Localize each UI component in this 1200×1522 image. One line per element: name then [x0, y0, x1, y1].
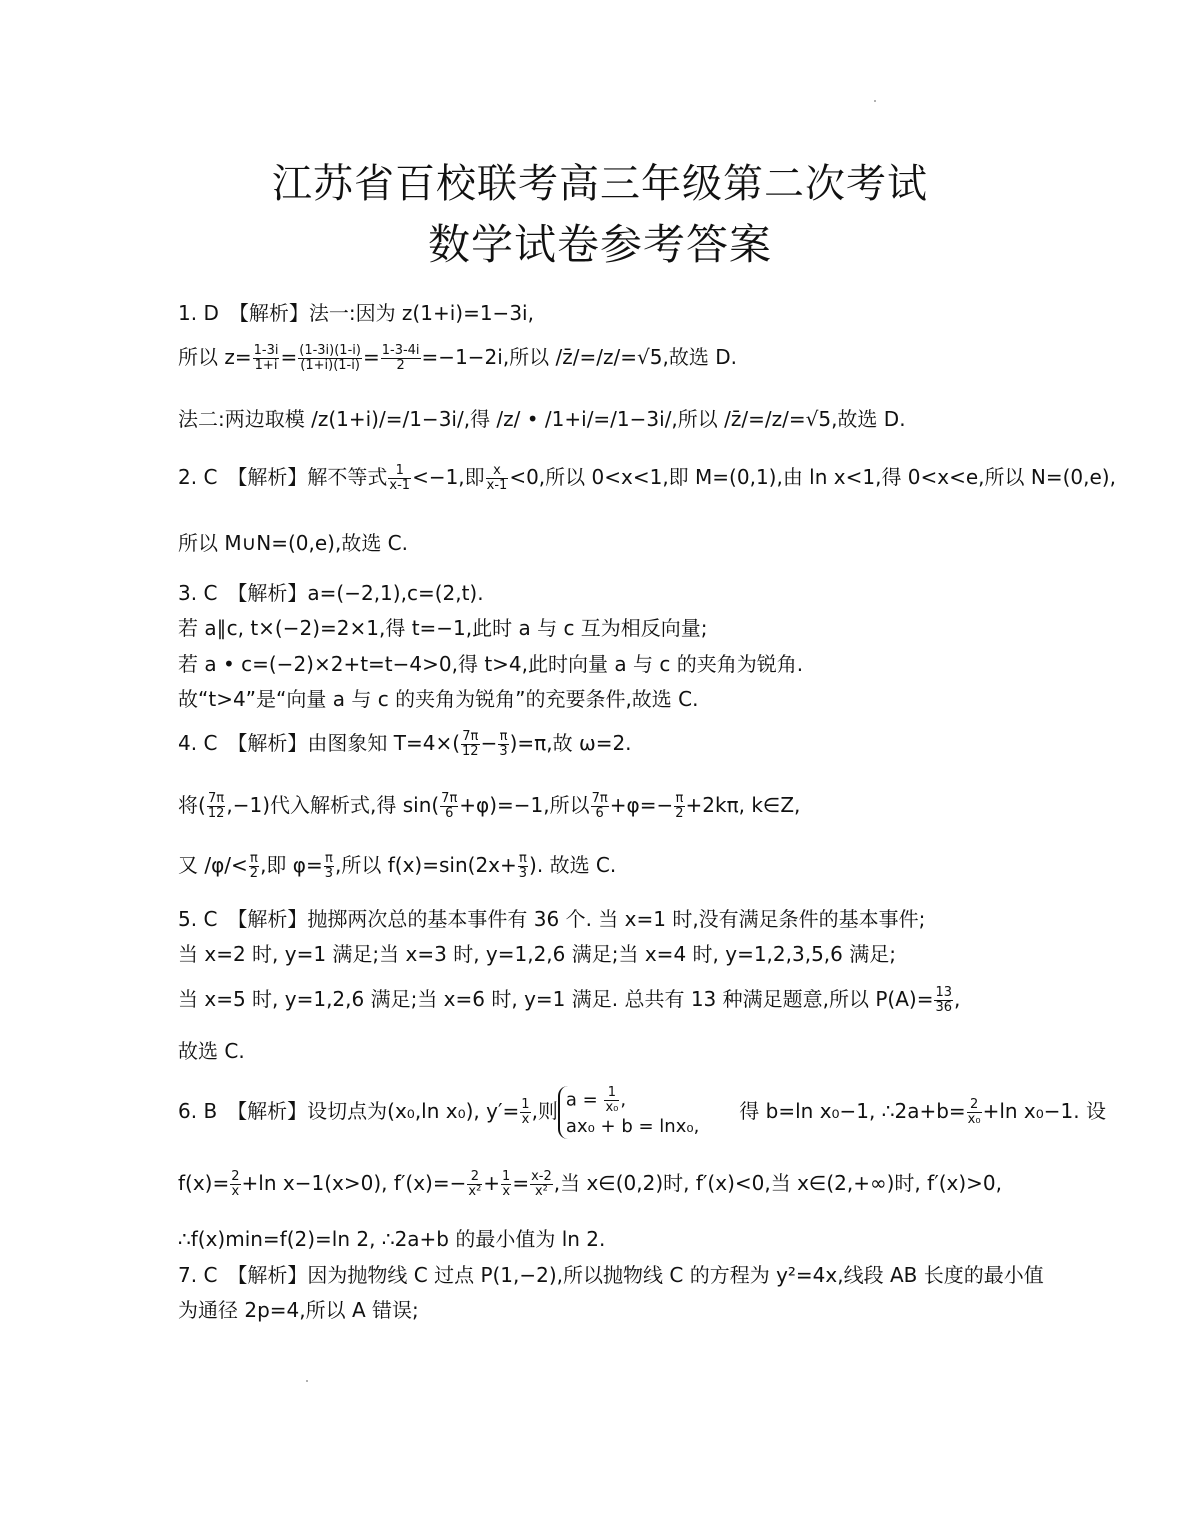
q6-text: 6. B 【解析】设切点为(x₀,ln x₀), y′= [178, 1099, 520, 1123]
fraction [486, 464, 509, 493]
fraction [440, 792, 458, 821]
numerator: π [324, 851, 333, 866]
fraction [230, 1170, 240, 1199]
denominator: x-1 [389, 478, 411, 493]
fraction [604, 1086, 619, 1115]
denominator: 2 [396, 358, 405, 373]
fraction [381, 344, 421, 373]
system-text: a = [565, 1089, 604, 1111]
q1-text: 所以 z= [178, 345, 252, 369]
q4-line1 [178, 730, 632, 759]
numerator: 2 [967, 1098, 982, 1113]
numerator: π [250, 851, 258, 866]
q6-text: +ln x₀−1. 设 [982, 1099, 1106, 1123]
fraction [967, 1098, 982, 1127]
q4-line2 [178, 792, 800, 821]
denominator: 12 [207, 806, 225, 821]
numerator: 7π [591, 791, 608, 806]
fraction [461, 730, 480, 759]
q5-line1: 5. C 【解析】抛掷两次总的基本事件有 36 个. 当 x=1 时,没有满足条件的基本事件; [178, 907, 926, 931]
q1-line1: 1. D 【解析】法一:因为 z(1+i)=1−3i, [178, 301, 534, 325]
q5-text: 当 x=5 时, y=1,2,6 满足;当 x=6 时, y=1 满足. 总共有 13 种满足题意,所以 P(A)= [178, 987, 934, 1011]
denominator: 12 [462, 744, 479, 759]
q4-text: ,−1)代入解析式,得 sin( [226, 793, 440, 817]
numerator: 2 [467, 1170, 482, 1185]
q6-text: = [512, 1171, 530, 1195]
numerator: 1 [388, 464, 411, 479]
denominator: 6 [445, 806, 454, 821]
numerator: x-2 [531, 1169, 552, 1184]
fraction [518, 852, 528, 881]
denominator: x² [534, 1184, 548, 1199]
page-title-line1: 江苏省百校联考高三年级第二次考试 [272, 161, 928, 207]
denominator: 2 [249, 866, 259, 881]
fraction [934, 986, 953, 1015]
q2-line2: 所以 M∪N=(0,e),故选 C. [178, 531, 408, 555]
fraction [298, 344, 362, 373]
q6-line1 [178, 1086, 1106, 1139]
denominator: 3 [518, 866, 528, 881]
fraction [324, 852, 334, 881]
q4-text: )=π,故 ω=2. [509, 731, 632, 755]
q4-text: +2kπ, k∈Z, [685, 793, 801, 817]
numerator: 7π [441, 791, 458, 806]
fraction [249, 852, 259, 881]
system-row2: ax₀ + b = lnx₀, [565, 1116, 700, 1137]
speck-dot [306, 1380, 308, 1382]
page-title-line2: 数学试卷参考答案 [427, 220, 772, 269]
speck-dot [874, 100, 876, 102]
numerator: π [518, 851, 527, 866]
q1-text: =−1−2i,所以 /z̄/=/z/=√5,故选 D. [421, 345, 737, 369]
fraction [674, 792, 684, 821]
q3-line1: 3. C 【解析】a=(−2,1),c=(2,t). [178, 581, 484, 605]
q2-text: 2. C 【解析】解不等式 [178, 465, 388, 489]
q2-text: <−1,即 [412, 465, 485, 489]
q3-line3: 若 a • c=(−2)×2+t=t−4>0,得 t>4,此时向量 a 与 c 的夹角为锐角. [178, 652, 804, 676]
numerator: 1 [521, 1097, 530, 1112]
equation-system [558, 1086, 699, 1139]
system-text: , [620, 1089, 627, 1111]
q7-line1: 7. C 【解析】因为抛物线 C 过点 P(1,−2),所以抛物线 C 的方程为 y²=4x,线段 AB 长度的最小值 [178, 1263, 1044, 1287]
fraction [530, 1170, 553, 1199]
numerator: 13 [935, 985, 952, 1000]
numerator: 2 [231, 1169, 240, 1184]
numerator: 1 [502, 1169, 511, 1184]
denominator: x² [468, 1184, 482, 1199]
q3-line2: 若 a∥c, t×(−2)=2×1,得 t=−1,此时 a 与 c 互为相反向量; [178, 616, 708, 640]
q4-text: ,即 φ= [260, 853, 323, 877]
q6-text: ,则 [531, 1099, 558, 1123]
q6-text: +ln x−1(x>0), f′(x)=− [241, 1171, 467, 1195]
denominator: 36 [935, 1000, 952, 1015]
numerator: 1-3i [253, 343, 279, 358]
q4-text: − [480, 731, 498, 755]
denominator: x₀ [605, 1100, 619, 1115]
q5-line3 [178, 986, 960, 1015]
q6-text: ,当 x∈(0,2)时, f′(x)<0,当 x∈(2,+∞)时, f′(x)>0, [553, 1171, 1003, 1195]
numerator: 1-3-4i [381, 343, 420, 358]
denominator: 2 [675, 806, 684, 821]
q1-line3: 法二:两边取模 /z(1+i)/=/1−3i/,得 /z/ • /1+i/=/1−3i/,所以 /z̄/=/z/=√5,故选 D. [178, 407, 906, 431]
q4-text: 将( [178, 793, 206, 817]
fraction [253, 344, 280, 373]
denominator: 3 [324, 866, 334, 881]
denominator: 3 [499, 744, 508, 759]
q4-text: 4. C 【解析】由图象知 T=4×( [178, 731, 461, 755]
q4-text: ,所以 f(x)=sin(2x+ [335, 853, 517, 877]
q4-text: +φ=− [609, 793, 674, 817]
q4-text: 又 /φ/< [178, 853, 248, 877]
q6-line2 [178, 1170, 1002, 1199]
numerator: 1 [604, 1086, 619, 1101]
fraction [207, 792, 226, 821]
denominator: (1+i)(1-i) [300, 358, 360, 373]
q3-line4: 故“t>4”是“向量 a 与 c 的夹角为锐角”的充要条件,故选 C. [178, 687, 699, 711]
q7-line2: 为通径 2p=4,所以 A 错误; [178, 1298, 419, 1322]
system-row1 [566, 1086, 699, 1115]
q4-text: +φ)=−1,所以 [459, 793, 590, 817]
denominator: x-1 [486, 478, 508, 493]
q2-text: <0,所以 0<x<1,即 M=(0,1),由 ln x<1,得 0<x<e,所以 N=(0,e), [509, 465, 1116, 489]
denominator: x [231, 1184, 240, 1199]
denominator: x₀ [967, 1112, 981, 1127]
fraction [467, 1170, 482, 1199]
fraction [388, 464, 411, 493]
numerator: π [499, 729, 508, 744]
q4-text: ). 故选 C. [529, 853, 617, 877]
q6-line3: ∴f(x)min=f(2)=ln 2, ∴2a+b 的最小值为 ln 2. [178, 1227, 606, 1251]
q2-line1 [178, 464, 1116, 493]
numerator: x [486, 464, 509, 479]
fraction [498, 730, 508, 759]
numerator: (1-3i)(1-i) [299, 343, 361, 358]
q4-line3 [178, 852, 616, 881]
q5-text: , [954, 987, 961, 1011]
denominator: x [502, 1184, 511, 1199]
denominator: x [521, 1112, 530, 1127]
q5-line4: 故选 C. [178, 1039, 245, 1063]
numerator: π [675, 791, 684, 806]
q1-eq: = [362, 345, 380, 369]
numerator: 7π [208, 791, 225, 806]
q1-eq: = [280, 345, 298, 369]
q6-text: + [483, 1171, 501, 1195]
fraction [591, 792, 609, 821]
q1-line2 [178, 344, 737, 373]
q5-line2: 当 x=2 时, y=1 满足;当 x=3 时, y=1,2,6 满足;当 x=4 时, y=1,2,3,5,6 满足; [178, 942, 896, 966]
denominator: 1+i [254, 358, 278, 373]
fraction [501, 1170, 511, 1199]
q6-text: f(x)= [178, 1171, 230, 1195]
numerator: 7π [462, 729, 479, 744]
q6-text: 得 b=ln x₀−1, ∴2a+b= [739, 1099, 966, 1123]
fraction [520, 1098, 530, 1127]
denominator: 6 [595, 806, 604, 821]
